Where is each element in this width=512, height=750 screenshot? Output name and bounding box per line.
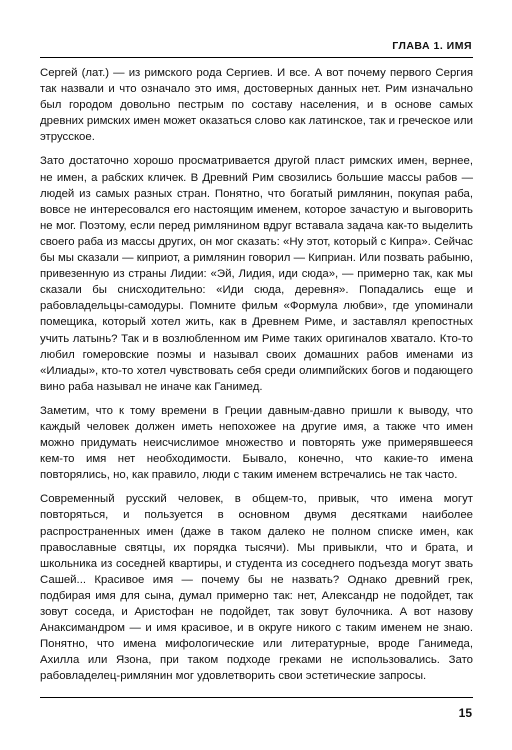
body-text — [40, 65, 473, 692]
paragraph: Сергей (лат.) — из римского рода Сергиев. И все. А вот почему первого Сергия так назвали и что означало это имя, достоверных данных нет. Рим изначально был городом довольно пестрым по составу населения, и в основе самых древних римских имен может оказаться слово как латинское, так и греческое или этрусское. — [40, 67, 473, 144]
header-rule — [40, 57, 473, 58]
paragraph: Зато достаточно хорошо просматривается другой пласт римских имен, вернее, не имен, а рабских кличек. В Древний Рим свозились большие массы рабов — людей из самых разных стран. Понятно, что богатый римлянин, покупая раба, вовсе не интересовался его настоящим именем, которое зачастую и выговорить не мог. Поэтому, если перед римлянином вдруг вставала задача как-то выделить своего раба из массы других, он мог сказать: «Ну этот, который с Кипра». Сейчас бы мы сказали — киприот, а римлянин говорил — Киприан. Или позвать рабыню, привезенную из страны Лидии: «Эй, Лидия, иди сюда», — примерно так, как мы сказали бы снисходительно: «Иди сюда, деревня». Попадались еще и рабовладельцы-самодуры. Помните фильм «Формула любви», где упоминали помещика, который хотел жить, как в Древнем Риме, и заставлял крепостных учить латынь? Так и в возлюбленном им Риме таких оригиналов хватало. Кто-то любил гомеровские поэмы и называл своих домашних рабов именами из «Илиады», кто-то хотел чувствовать себя среди олимпийских богов и подающего вино раба называл не иначе как Ганимед. — [40, 155, 473, 393]
paragraph: Заметим, что к тому времени в Греции давным-давно пришли к выводу, что каждый человек должен иметь непохожее на другие имя, а также что имен можно придумать неисчислимое множество и повторять уже примерявшееся кем-то имя нет необходимости. Бывало, конечно, что какие-то имена повторялись, но, как правило, люди с таким именем встречались не так часто. — [40, 404, 473, 482]
paragraph: Современный русский человек, в общем-то, привык, что имена могут повторяться, и пользуется в основном двумя десятками наиболее распространенных имен (даже в таком далеко не полном списке имен, как православные святцы, их порядка тысячи). Мы привыкли, что и брата, и школьника из соседней квартиры, и студента из соседнего подъезда могут звать Сашей... Красивое имя — почему бы не назвать? Однако древний грек, подбирая имя для сына, думал примерно так: нет, Александр не подойдет, так зовут соседа, и Аристофан не подойдет, так зовут булочника. А вот назову Анаксимандром — и имя красивое, и в округе никого с таким именем не знаю. Понятно, что имена мифологические или литературные, вроде Ганимеда, Ахилла или Язона, при таком подходе греками не использовались. Зато рабовладелец-римлянин мог удовлетворить свои эстетические запросы. — [40, 493, 473, 683]
running-head: ГЛАВА 1. ИМЯ — [392, 40, 472, 52]
footer-rule — [40, 697, 473, 698]
page-number: 15 — [458, 706, 472, 720]
